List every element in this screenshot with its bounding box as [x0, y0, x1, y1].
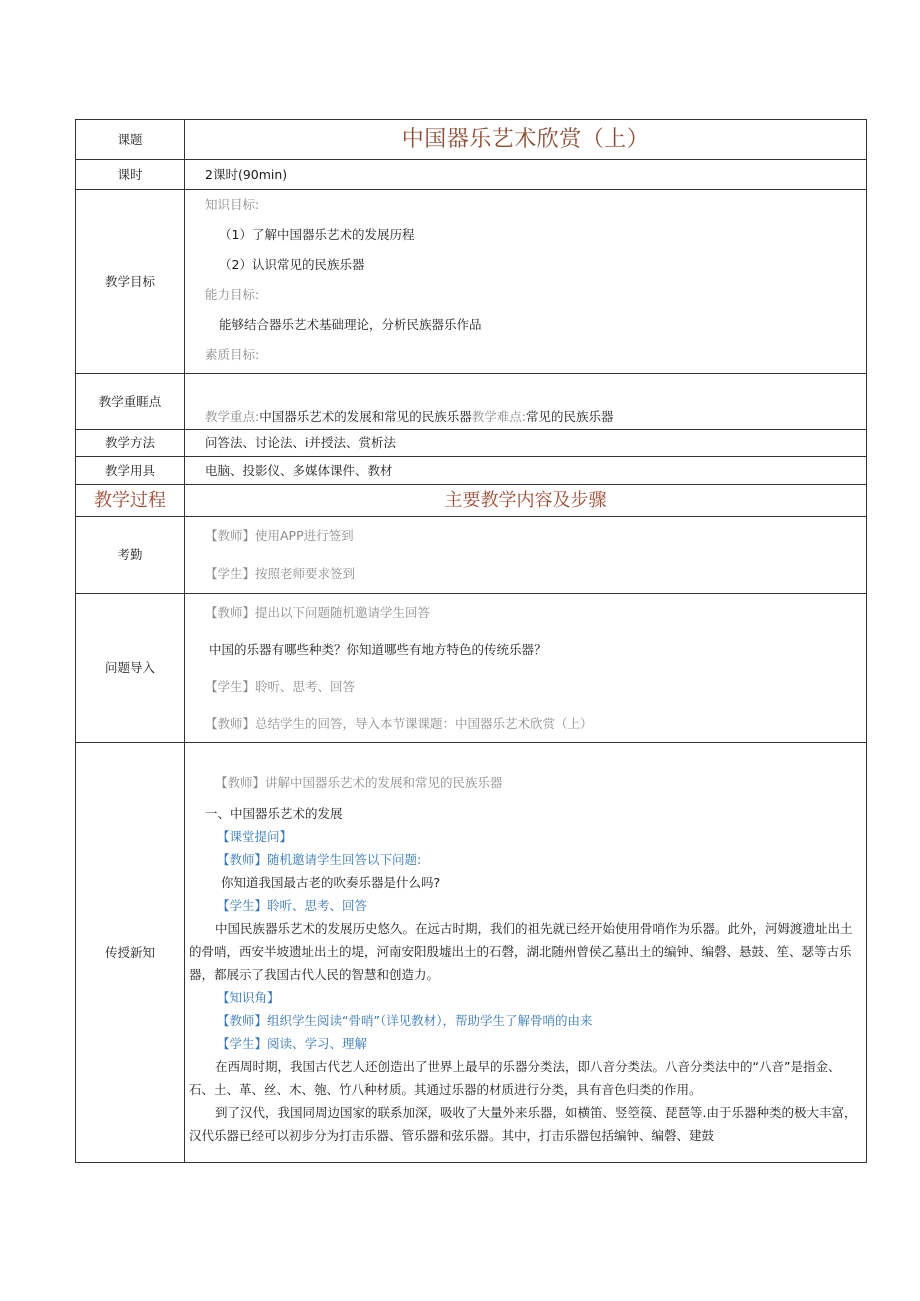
- teach-teacher-question: 【教师】随机邀请学生回答以下问题:: [217, 852, 422, 867]
- objectives-row: [76, 190, 867, 374]
- difficulty-heading: 教学难点:: [471, 409, 526, 424]
- ability-item-1: 能够结合器乐艺术基础理论，分析民族器乐作品: [219, 317, 482, 332]
- keypoints-label: 教学重睚点: [76, 374, 185, 430]
- hours-row: [76, 160, 867, 190]
- key-heading: 教学重点:: [205, 409, 260, 424]
- attendance-teacher: 【教师】使用APP进行签到: [205, 528, 354, 543]
- attendance-content: [185, 517, 867, 594]
- tools-row: [76, 457, 867, 485]
- class-question-tag: 【课堂提问】: [217, 829, 293, 844]
- process-header-right: 主要教学内容及步骤: [185, 485, 867, 517]
- knowledge-corner-tag: 【知识角】: [217, 990, 280, 1005]
- attendance-label: 考勤: [76, 517, 185, 594]
- intro-teacher-2: 【教师】总结学生的回答，导入本节课课题：中国器乐艺术欣赏（上）: [205, 716, 593, 731]
- key-text: 中国器乐艺术的发展和常见的民族乐器: [259, 409, 472, 424]
- lesson-title: 中国器乐艺术欣赏（上）: [185, 120, 867, 160]
- teach-content: [185, 743, 867, 1163]
- attendance-row: [76, 517, 867, 594]
- knowledge-heading: 知识目标:: [205, 197, 260, 212]
- teach-row: [76, 743, 867, 1163]
- topic-row: [76, 120, 867, 160]
- knowledge-item-2: （2）认识常见的民族乐器: [219, 257, 365, 272]
- ability-heading: 能力目标:: [205, 287, 260, 302]
- objectives-label: 教学目标: [76, 190, 185, 374]
- teach-question: 你知道我国最古老的吹奏乐器是什么吗?: [221, 875, 441, 890]
- teach-teacher-intro: 【教师】讲解中国器乐艺术的发展和常见的民族乐器: [215, 775, 503, 790]
- intro-content: [185, 594, 867, 743]
- hours-value: 2课时(90min): [185, 160, 867, 190]
- intro-row: [76, 594, 867, 743]
- lesson-plan-table: [75, 119, 867, 1163]
- intro-question: 中国的乐器有哪些种类？你知道哪些有地方特色的传统乐器？: [209, 642, 547, 657]
- hours-label: 课时: [76, 160, 185, 190]
- quality-heading: 素质目标:: [205, 347, 260, 362]
- objectives-content: [185, 190, 867, 374]
- difficulty-text: 常见的民族乐器: [525, 409, 614, 424]
- attendance-student: 【学生】按照老师要求签到: [205, 566, 356, 581]
- teach-label: 传授新知: [76, 743, 185, 1163]
- section-heading-1: 一、中国器乐艺术的发展: [205, 806, 343, 821]
- intro-student: 【学生】聆听、思考、回答: [205, 679, 356, 694]
- methods-label: 教学方法: [76, 430, 185, 457]
- keypoints-row: [76, 374, 867, 430]
- intro-teacher-1: 【教师】提出以下问题随机邀请学生回答: [205, 605, 431, 620]
- process-header-left: 教学过程: [76, 485, 185, 517]
- paragraph-2: 在西周时期，我国古代艺人还创造出了世界上最早的乐器分类法，即八音分类法。八音分类法中的“八音”是指金、石、土、革、丝、木、匏、竹八种材质。其通过乐器的材质进行分类，具有音色归类的作用。: [189, 1059, 841, 1097]
- teach-teacher-read: 【教师】组织学生阅读“骨哨”（详见教材），帮助学生了解骨哨的由来: [217, 1013, 593, 1028]
- methods-row: [76, 430, 867, 457]
- tools-label: 教学用具: [76, 457, 185, 485]
- paragraph-3: 到了汉代，我国同周边国家的联系加深，吸收了大量外来乐器，如横笛、竖箜篌、琵琶等.由于乐器种类的极大丰富，汉代乐器已经可以初步分为打击乐器、管乐器和弦乐器。其中，打击乐器包括编钟、编磬、建鼓: [189, 1105, 857, 1143]
- keypoints-content: [185, 374, 867, 430]
- process-header-row: [76, 485, 867, 517]
- methods-value: 问答法、讨论法、i并授法、赏析法: [185, 430, 867, 457]
- knowledge-item-1: （1）了解中国器乐艺术的发展历程: [219, 227, 415, 242]
- intro-label: 问题导入: [76, 594, 185, 743]
- paragraph-1: 中国民族器乐艺术的发展历史悠久。在远古时期，我们的祖先就已经开始使用骨哨作为乐器。此外，河姆渡遗址出土的骨哨，西安半坡遗址出土的堤，河南安阳殷墟出土的石磬，湖北随州曾侯乙墓出土的编钟、编磬、悬鼓、笙、瑟等古乐器，都展示了我国古代人民的智慧和创造力。: [189, 921, 853, 982]
- tools-value: 电脑、投影仪、多媒体课件、教材: [185, 457, 867, 485]
- teach-student-read: 【学生】阅读、学习、理解: [217, 1036, 368, 1051]
- topic-label: 课题: [76, 120, 185, 160]
- teach-student-answer: 【学生】聆听、思考、回答: [217, 898, 368, 913]
